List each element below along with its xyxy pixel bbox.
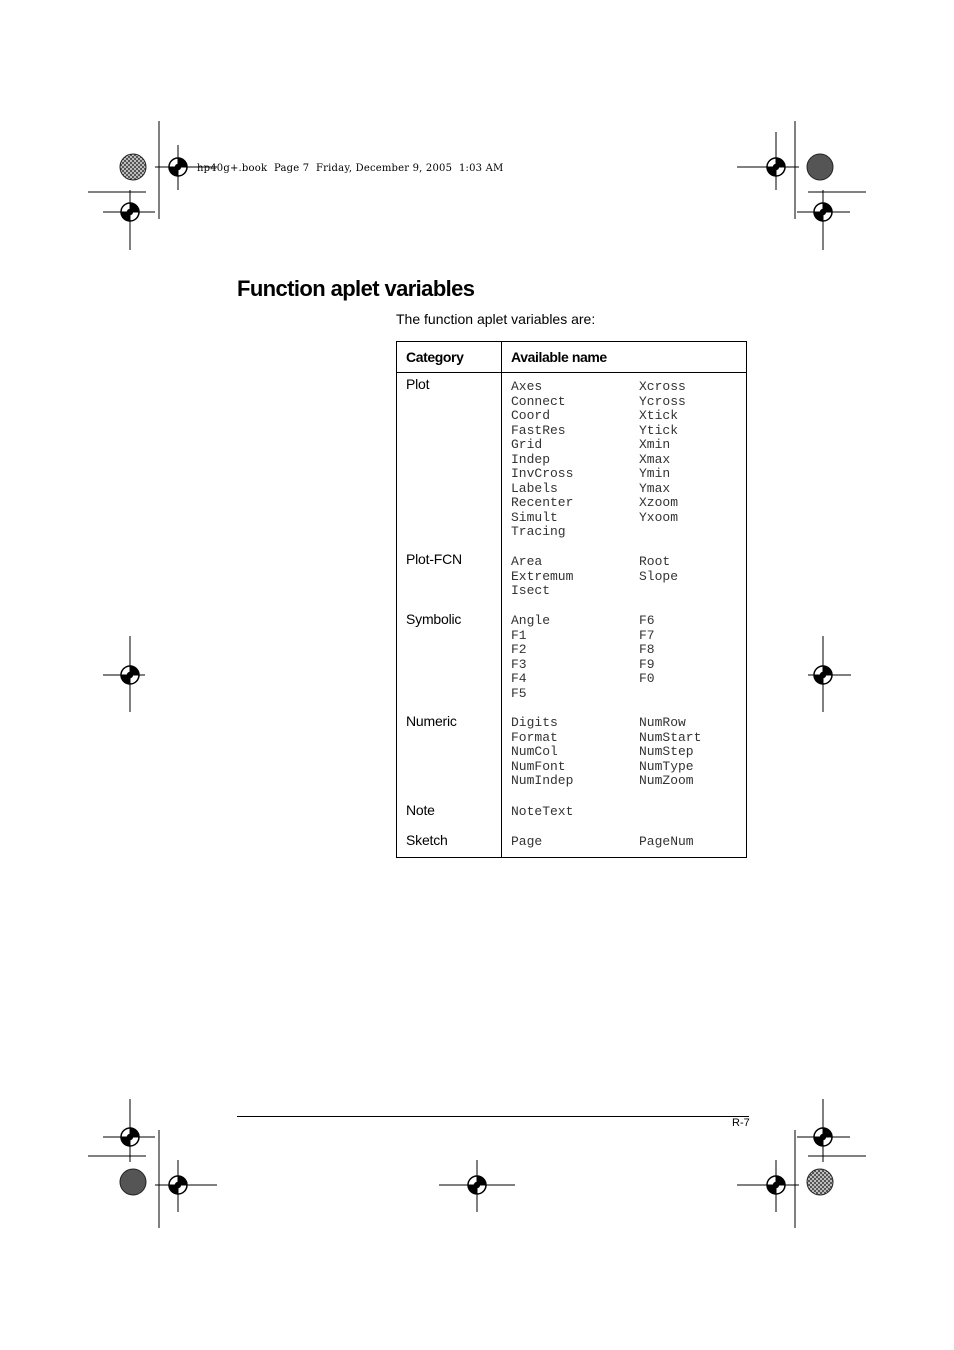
variable-name: Xzoom [639,495,679,510]
footer-rule [237,1116,749,1117]
intro-text: The function aplet variables are: [396,311,596,327]
registration-mark [808,636,851,712]
table-header-row [397,342,747,373]
variable-name: Axes [511,379,543,394]
variable-name: Grid [511,437,543,452]
variable-name: F3 [511,656,527,672]
variable-name: Ycross [639,393,686,409]
variable-name: Area [511,554,543,569]
variable-name: Xtick [639,408,679,423]
variable-name: F9 [639,656,655,672]
name-column-right [639,380,686,525]
variable-name: NumFont [511,758,566,774]
column-header-category: Category [397,342,502,373]
variable-name: F2 [511,642,527,657]
print-slug: hp40g+.book Page 7 Friday, December 9, 2005 1:03 AM [197,163,504,174]
variable-name: Format [511,729,558,745]
registration-mark [103,636,145,712]
variable-name: Extremum [511,568,574,584]
category-label: Numeric [406,713,457,729]
variable-name: NumRow [639,715,686,730]
name-column-left [511,614,550,701]
variable-name: F5 [511,685,527,701]
variable-name: Simult [511,509,558,525]
column-header-available-name: Available name [502,342,747,373]
category-list [397,373,501,857]
variable-name: F1 [511,627,527,643]
variable-name: FastRes [511,422,566,438]
variable-name: NumIndep [511,773,574,788]
page-title: Function aplet variables [237,276,475,301]
variable-name: F8 [639,642,655,657]
category-label: Plot-FCN [406,551,462,567]
variable-name: Root [639,554,671,569]
color-target-bottom-left [120,1169,146,1195]
variable-name: Isect [511,583,551,598]
variable-name: NumZoom [639,773,694,788]
name-list [502,373,746,857]
variable-name: Page [511,834,543,849]
color-target-top-left [120,154,146,180]
variable-name: NumStart [639,729,702,745]
variable-name: NumStep [639,744,694,759]
variable-name: Labels [511,480,558,496]
variable-name: Ymin [639,466,671,481]
name-column-right [639,555,678,584]
name-column-left [511,835,542,850]
variable-name: F4 [511,671,527,686]
table-body-row [397,373,747,858]
registration-mark [797,1099,850,1162]
registration-mark [737,132,799,190]
variable-name: F7 [639,627,655,643]
variable-name: Slope [639,568,679,584]
registration-mark [103,190,155,250]
registration-mark [155,1160,217,1212]
variable-name: F0 [639,671,655,686]
name-column-right [639,614,655,687]
variable-name: Yxoom [639,509,679,525]
variable-name: InvCross [511,466,574,481]
name-column-right [639,716,701,789]
registration-mark [797,190,850,250]
category-label: Sketch [406,832,448,848]
registration-mark [439,1160,515,1212]
variable-name: F6 [639,613,655,628]
variable-name: PageNum [639,834,694,849]
variable-name: Connect [511,393,566,409]
variable-name: Digits [511,715,558,730]
variable-name: Angle [511,613,551,628]
variables-table [396,341,747,858]
category-label: Symbolic [406,611,462,627]
color-target-bottom-right [807,1169,833,1195]
variable-name: NoteText [511,804,574,819]
category-label: Note [406,802,435,818]
variable-name: Xmin [639,437,671,452]
variable-name: Xcross [639,379,686,394]
variable-name: NumType [639,758,694,774]
name-column-left [511,380,573,540]
variable-name: Coord [511,408,551,423]
variable-name: Ytick [639,422,679,438]
name-column-right [639,835,694,850]
category-label: Plot [406,376,430,392]
color-target-top-right [807,154,833,180]
variable-name: NumCol [511,744,558,759]
category-column [397,373,502,858]
variable-name: Indep [511,451,551,467]
variable-name: Tracing [511,524,566,539]
names-column [502,373,747,858]
name-column-left [511,716,573,789]
variable-name: Recenter [511,495,574,510]
page-number: R-7 [732,1117,750,1129]
registration-mark [737,1160,799,1212]
registration-mark [103,1099,155,1162]
variable-name: Xmax [639,451,671,467]
variable-name: Ymax [639,480,671,496]
name-column-left [511,555,573,599]
name-column-left [511,805,573,820]
